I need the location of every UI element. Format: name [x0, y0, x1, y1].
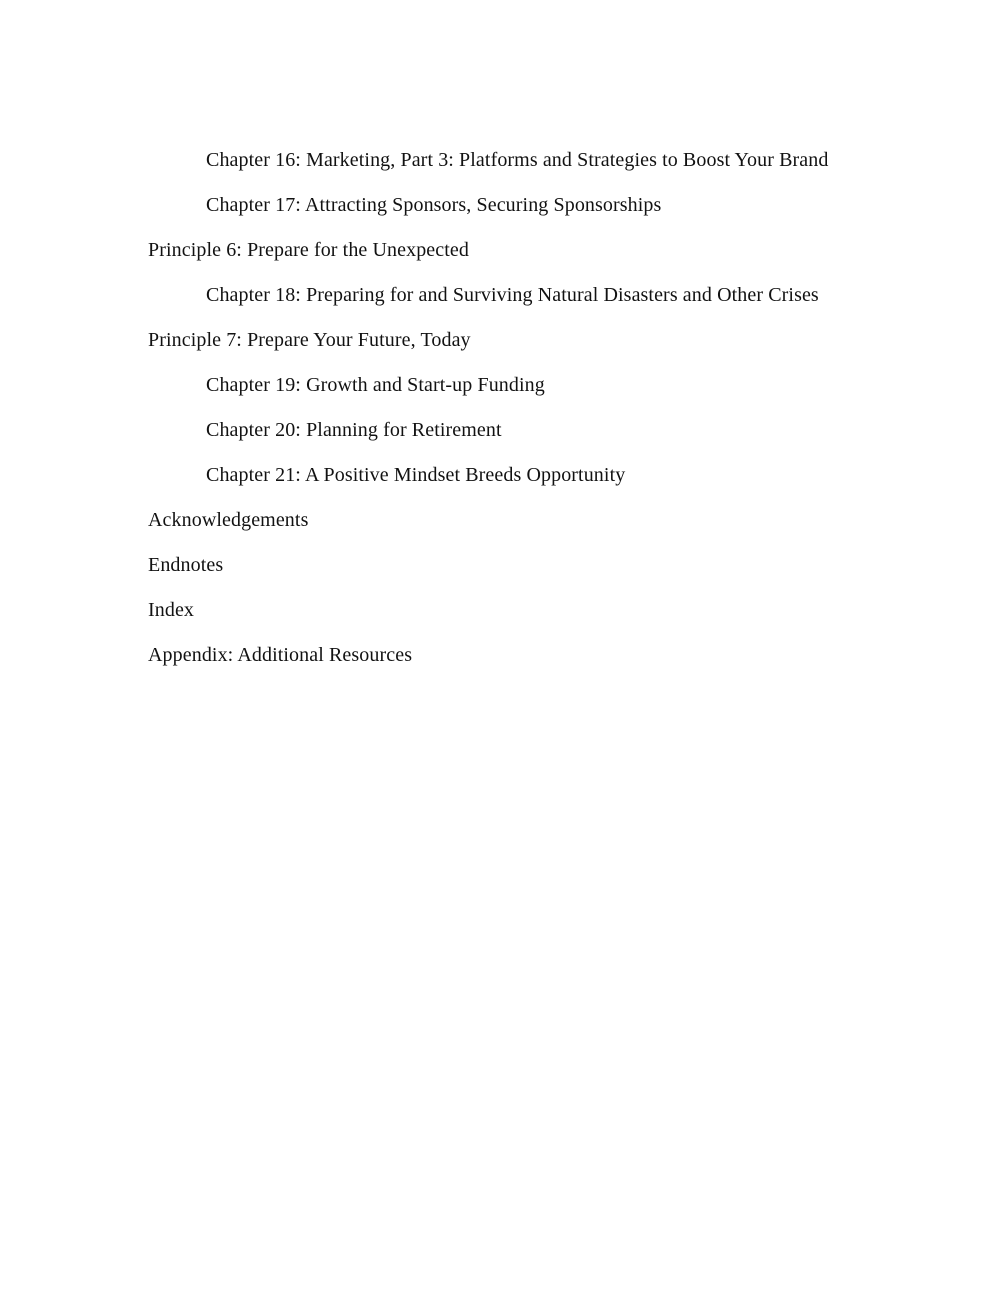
toc-entry-principle-7: Principle 7: Prepare Your Future, Today — [148, 329, 471, 351]
toc-entry-chapter-21: Chapter 21: A Positive Mindset Breeds Opportunity — [206, 464, 626, 486]
toc-entry-chapter-20: Chapter 20: Planning for Retirement — [206, 419, 502, 441]
toc-entry-chapter-18: Chapter 18: Preparing for and Surviving Natural Disasters and Other Crises — [206, 284, 819, 306]
table-of-contents — [148, 138, 940, 678]
toc-entry-chapter-19: Chapter 19: Growth and Start-up Funding — [206, 374, 545, 396]
toc-entry-chapter-16: Chapter 16: Marketing, Part 3: Platforms and Strategies to Boost Your Brand — [206, 149, 829, 171]
toc-entry-acknowledgements: Acknowledgements — [148, 509, 309, 531]
toc-entry-chapter-17: Chapter 17: Attracting Sponsors, Securing Sponsorships — [206, 194, 662, 216]
toc-entry-endnotes: Endnotes — [148, 554, 224, 576]
toc-entry-appendix: Appendix: Additional Resources — [148, 644, 413, 666]
toc-entry-principle-6: Principle 6: Prepare for the Unexpected — [148, 239, 469, 261]
toc-entry-index: Index — [148, 599, 195, 621]
